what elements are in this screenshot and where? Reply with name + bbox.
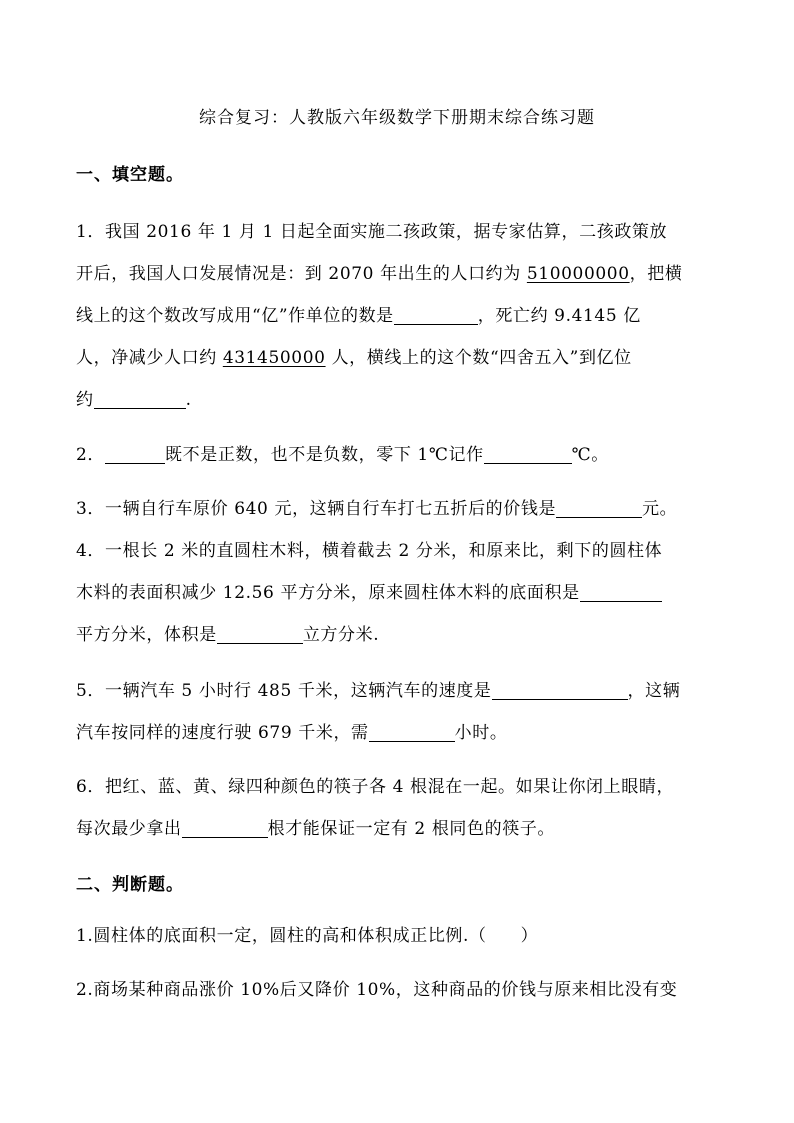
q5-line-2: [76, 718, 507, 743]
j2-line-1: 2.商场某种商品涨价 10%后又降价 10%，这种商品的价钱与原来相比没有变: [76, 980, 678, 1000]
q5-text: 汽车按同样的速度行驶 679 千米，需: [76, 723, 369, 743]
q3-text: 元。: [642, 499, 678, 519]
answer-blank[interactable]: [580, 583, 662, 602]
answer-blank[interactable]: [217, 625, 303, 644]
q1-text: .: [185, 390, 192, 410]
j1-line: [76, 921, 538, 946]
q1-line-2: [76, 259, 682, 284]
q1-text: 线上的这个数改写成用“亿”作单位的数是: [76, 306, 394, 326]
q6-line-2: [76, 814, 555, 839]
q4-text: 木料的表面积减少 12.56 平方分米，原来圆柱体木料的底面积是: [76, 583, 580, 603]
answer-blank[interactable]: [94, 390, 186, 409]
answer-blank[interactable]: [182, 819, 268, 838]
q4-line-1: 4．一根长 2 米的直圆柱木料，横着截去 2 分米，和原来比，剩下的圆柱体: [76, 541, 663, 561]
q6-text: 根才能保证一定有 2 根同色的筷子。: [267, 819, 556, 839]
q1-line-1: 1．我国 2016 年 1 月 1 日起全面实施二孩政策，据专家估算，二孩政策放: [76, 222, 668, 242]
q6-text: 每次最少拿出: [76, 819, 182, 839]
q1-underlined-number: 510000000: [526, 264, 630, 284]
answer-blank[interactable]: [394, 306, 478, 325]
j1-text: ）: [520, 926, 539, 946]
q1-line-4: [76, 343, 632, 368]
q4-line-2: [76, 578, 662, 603]
answer-blank[interactable]: [484, 445, 572, 464]
q5-text: 小时。: [454, 723, 508, 743]
q1-text: 约: [76, 390, 94, 410]
q1-underlined-number: 431450000: [222, 348, 326, 368]
q4-text: 平方分米，体积是: [76, 625, 217, 645]
q2-line: [76, 440, 609, 465]
q1-text: 人，横线上的这个数“四舍五入”到亿位: [325, 348, 632, 368]
answer-blank[interactable]: [556, 499, 642, 518]
q4-text: 立方分米.: [302, 625, 380, 645]
answer-blank[interactable]: [105, 445, 165, 464]
q3-line: [76, 494, 677, 519]
q4-line-3: [76, 620, 379, 645]
q3-text: 3．一辆自行车原价 640 元，这辆自行车打七五折后的价钱是: [76, 499, 557, 519]
q1-text: ，死亡约 9.4145 亿: [477, 306, 641, 326]
q5-line-1: [76, 676, 680, 701]
q1-text: ，把横: [629, 264, 683, 284]
q2-text: 既不是正数，也不是负数，零下 1℃记作: [165, 445, 484, 465]
q1-text: 人，净减少人口约: [76, 348, 223, 368]
q2-text: ℃。: [571, 445, 609, 465]
q2-text: 2．: [76, 445, 106, 465]
q1-line-5: [76, 385, 192, 410]
section-heading-fill-in: 一、填空题。: [76, 165, 184, 185]
q1-text: 开后，我国人口发展情况是：到 2070 年出生的人口约为: [76, 264, 527, 284]
section-heading-true-false: 二、判断题。: [76, 875, 184, 895]
answer-blank[interactable]: [369, 723, 455, 742]
q6-line-1: 6．把红、蓝、黄、绿四种颜色的筷子各 4 根混在一起。如果让你闭上眼睛，: [76, 777, 675, 797]
page-title: 综合复习：人教版六年级数学下册期末综合练习题: [199, 108, 595, 128]
answer-blank[interactable]: [492, 681, 628, 700]
j1-text: 1.圆柱体的底面积一定，圆柱的高和体积成正比例.（: [76, 926, 487, 946]
q5-text: 5．一辆汽车 5 小时行 485 千米，这辆汽车的速度是: [76, 681, 492, 701]
q5-text: ，这辆: [627, 681, 681, 701]
q1-line-3: [76, 301, 641, 326]
